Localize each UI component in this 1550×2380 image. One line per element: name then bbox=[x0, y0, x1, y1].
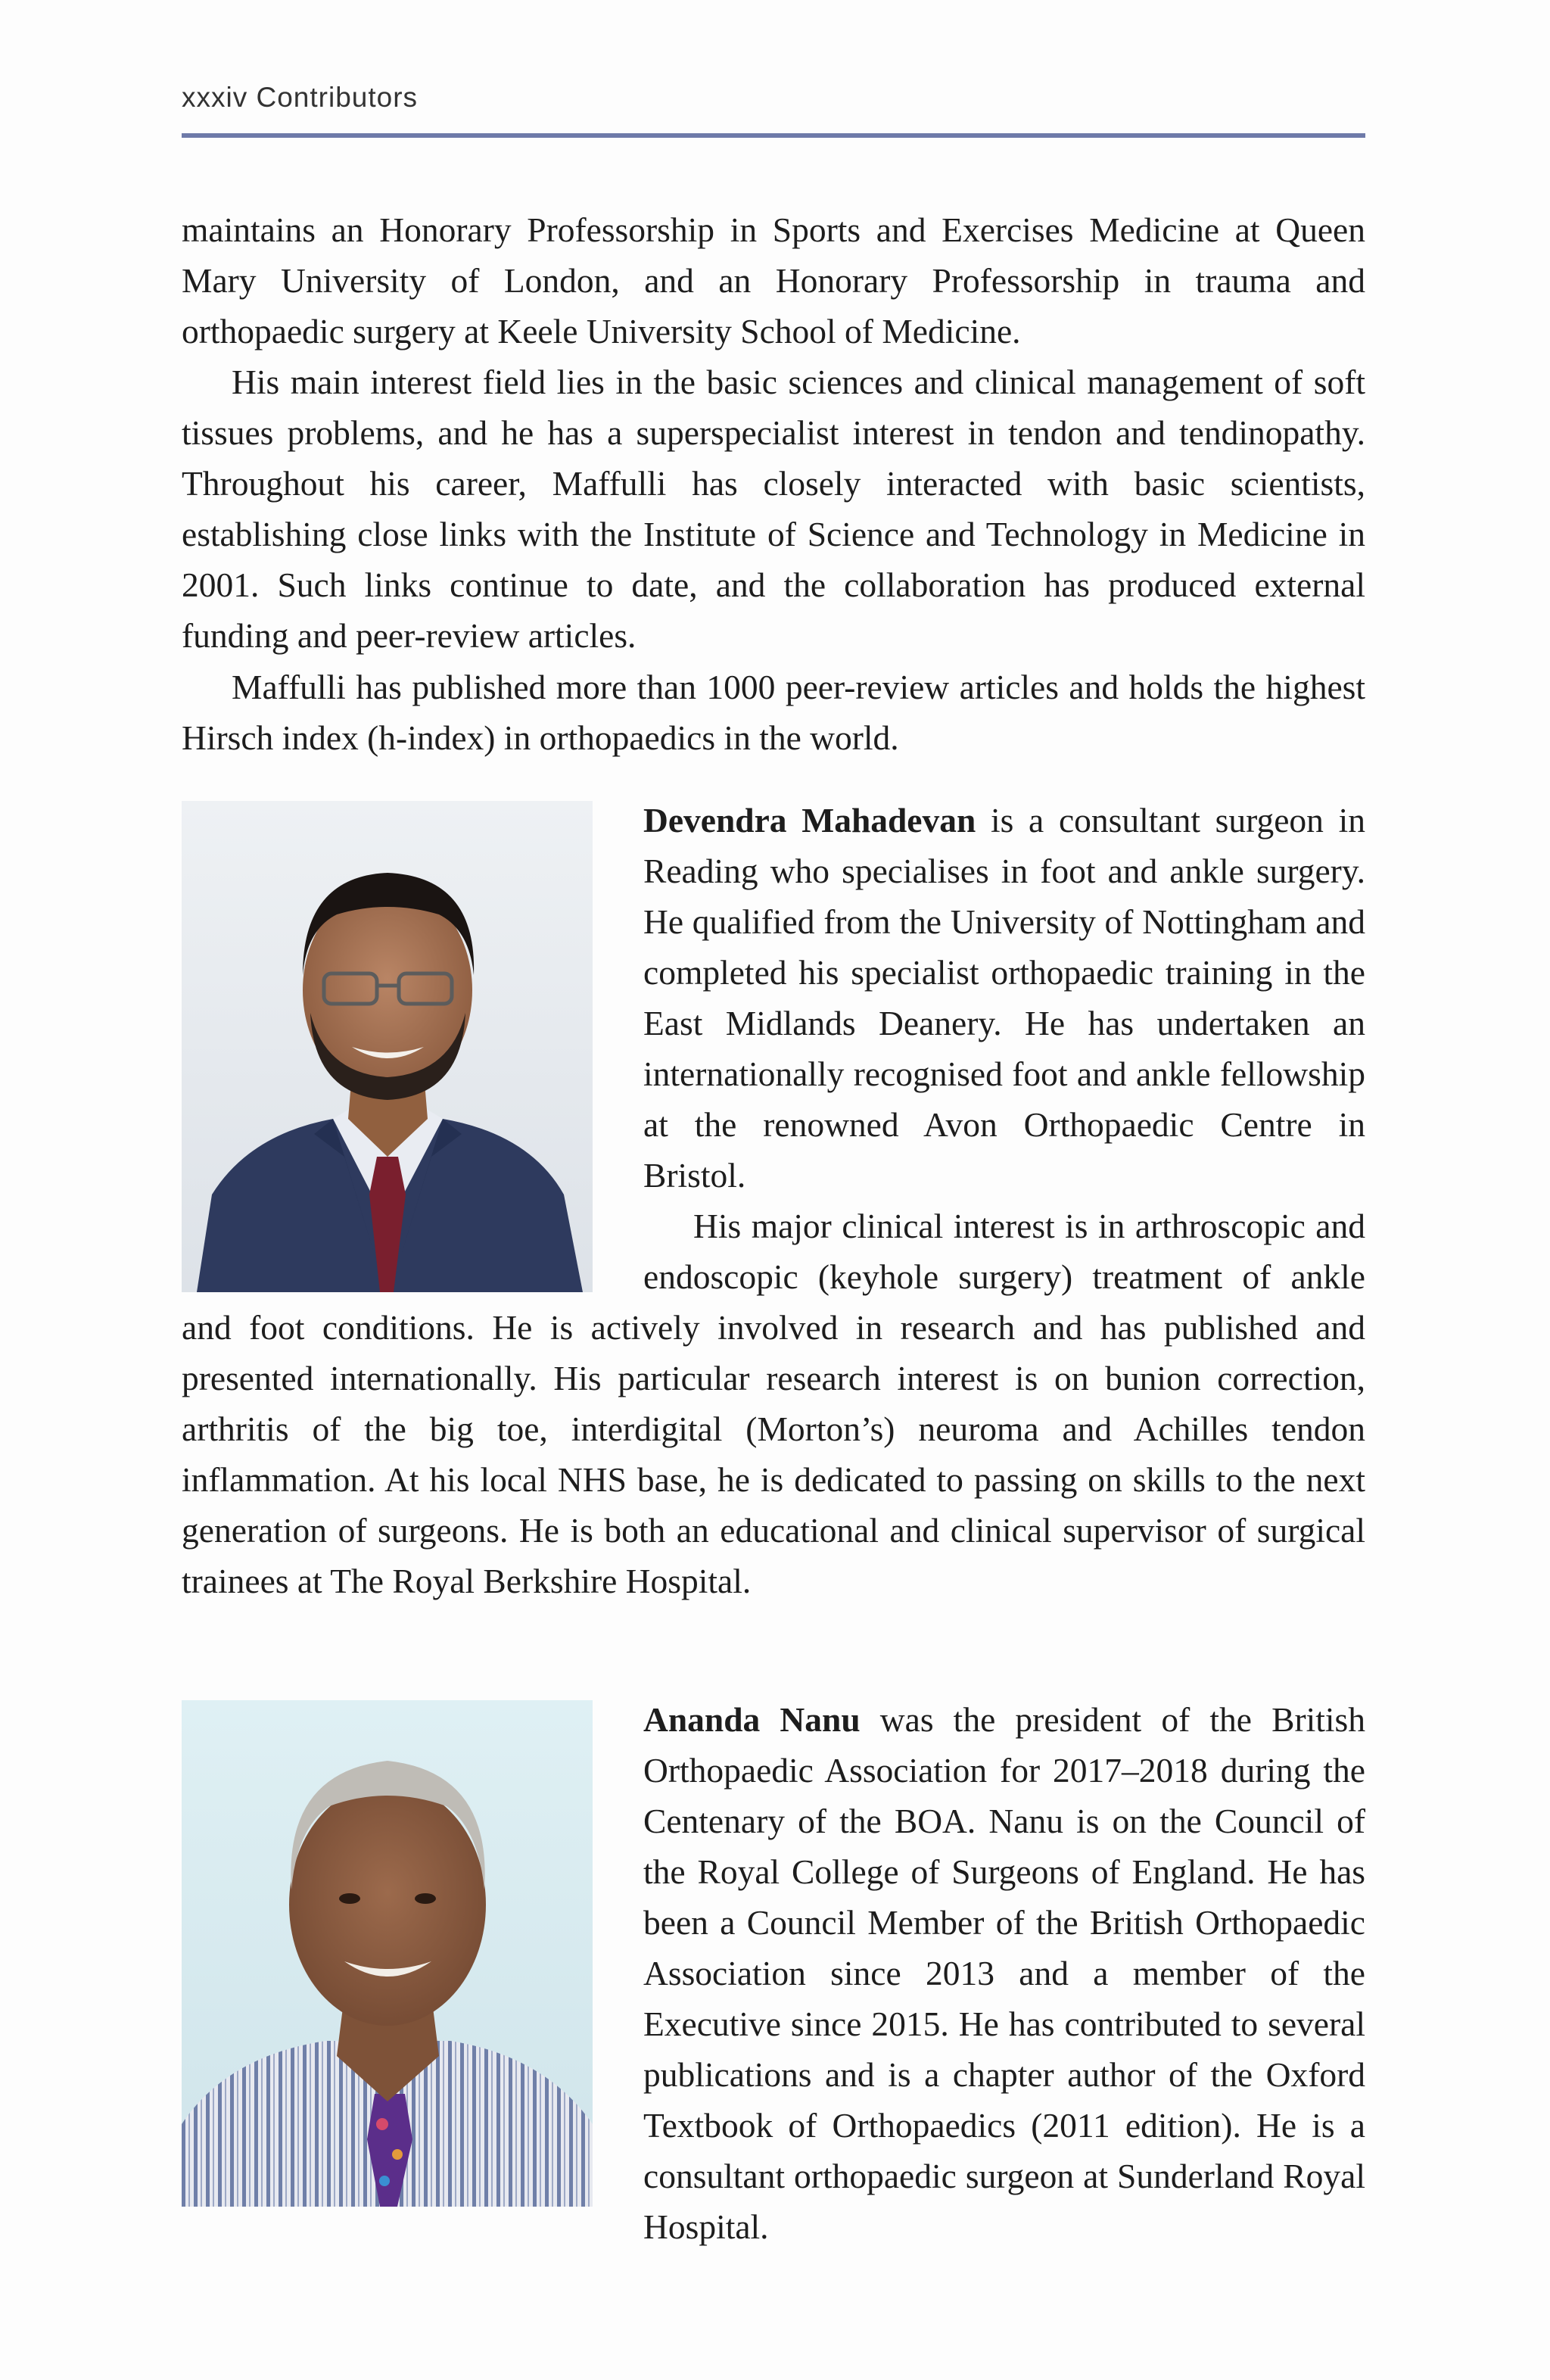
nanu-name: Ananda Nanu bbox=[643, 1700, 861, 1739]
mahadevan-paragraph-1-text: is a consultant surgeon in Reading who specialises in foot and ankle surgery. He qualified from the University of Nottingham and completed his specialist orthopaedic training in the East Midlands Deanery. He has undertaken an internationally recognised foot and ankle fellowship at the renowned Avon Orthopaedic Centre in Bristol. bbox=[643, 801, 1366, 1195]
nanu-paragraph-1-text: was the president of the British Orthopaedic Association for 2017–2018 during the Centenary of the BOA. Nanu is on the Council of the Royal College of Surgeons of England. He has been a Council Member of the British Orthopaedic Association since 2013 and a member of the Executive since 2015. He has contributed to several publications and is a chapter author of the Oxford Textbook of Orthopaedics (2011 edition). He is a consultant orthopaedic surgeon at Sunderland Royal Hospital. bbox=[643, 1700, 1365, 2246]
header-rule bbox=[182, 133, 1365, 138]
maffulli-paragraph-3: Maffulli has published more than 1000 peer-review articles and holds the highest Hirsch index (h-index) in orthopaedics in the world. bbox=[182, 668, 1365, 757]
nanu-bio bbox=[182, 1694, 1365, 2252]
maffulli-paragraph-1: maintains an Honorary Professorship in Sports and Exercises Medicine at Queen Mary University of London, and an Honorary Professorship in trauma and orthopaedic surgery at Keele University School of Medicine. bbox=[182, 210, 1365, 350]
maffulli-paragraph-2: His main interest field lies in the basic sciences and clinical management of soft tissues problems, and he has a superspecialist interest in tendon and tendinopathy. Throughout his career, Maffulli has closely interacted with basic scientists, establishing close links with the Institute of Science and Technology in Medicine in 2001. Such links continue to date, and the collaboration has produced external funding and peer-review articles. bbox=[182, 363, 1365, 655]
running-head: xxxiv Contributors bbox=[182, 82, 419, 113]
mahadevan-name: Devendra Mahadevan bbox=[643, 801, 976, 840]
mahadevan-paragraph-2: His major clinical interest is in arthroscopic and endoscopic (keyhole surgery) treatment of ankle and foot conditions. He is actively involved in research and has published and presented internationally. His particular research interest is on bunion correction, arthritis of the big toe, interdigital (Morton’s) neuroma and Achilles tendon inflammation. At his local NHS base, he is dedicated to passing on skills to the next generation of surgeons. He is both an educational and clinical supervisor of surgical trainees at The Royal Berkshire Hospital. bbox=[182, 1207, 1365, 1600]
mahadevan-bio bbox=[182, 795, 1365, 1606]
